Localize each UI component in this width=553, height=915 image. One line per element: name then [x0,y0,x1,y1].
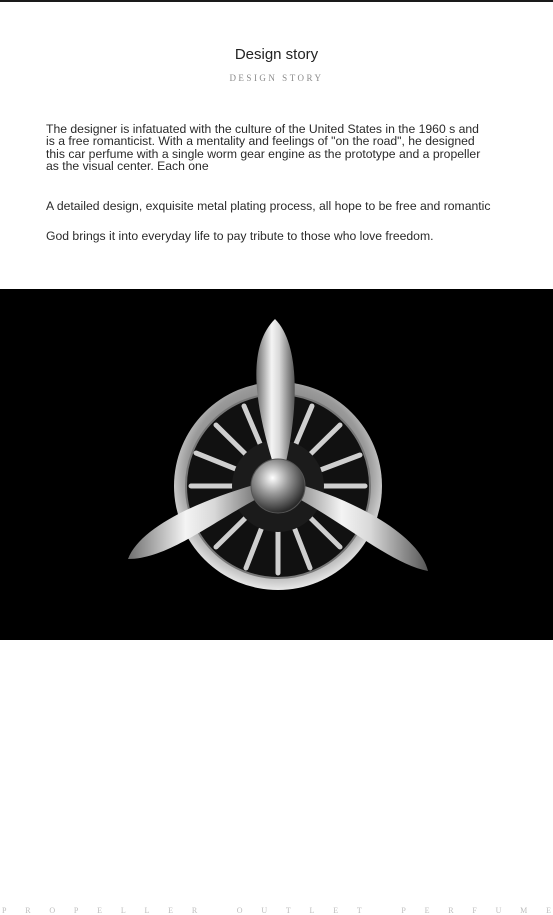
caption-letter [381,906,383,915]
caption-letter: L [309,906,315,915]
caption-letter: E [97,906,103,915]
caption-letter: L [144,906,150,915]
caption-letter: T [356,906,362,915]
propeller-hub [251,459,305,513]
caption-letter: U [495,906,502,915]
design-story-section [0,2,553,289]
caption-letter: E [424,906,430,915]
product-hero [0,289,553,915]
product-caption [0,906,553,915]
caption-letter: T [285,906,291,915]
caption-letter [216,906,218,915]
caption-letter: M [520,906,528,915]
caption-letter: O [236,906,243,915]
story-paragraph-3: God brings it into everyday life to pay tribute to those who love freedom. [46,229,434,243]
story-paragraph-2: A detailed design, exquisite metal plating process, all hope to be free and romantic [46,199,491,213]
section-title: Design story [234,46,319,63]
section-subtitle: DESIGN STORY [229,73,324,83]
caption-letter: R [25,906,31,915]
caption-letter: U [261,906,268,915]
caption-letter: O [49,906,56,915]
caption-letter: E [333,906,339,915]
caption-letter: P [401,906,406,915]
caption-letter: E [168,906,174,915]
propeller-air-outlet-perfume-icon [0,289,553,640]
caption-letter: P [2,906,7,915]
caption-letter: F [472,906,477,915]
caption-letter: R [448,906,454,915]
caption-letter: L [120,906,126,915]
caption-letter: R [191,906,198,915]
caption-letter: P [73,906,79,915]
story-paragraph-1: The designer is infatuated with the culture of the United States in the 1960 s and is a free romanticist. With a mentality and feelings of "on the road", he designed this car perfume with a single worm gear engine as the prototype and a propeller as the visual center. Each one [46,122,481,173]
caption-letter: E [546,906,551,915]
